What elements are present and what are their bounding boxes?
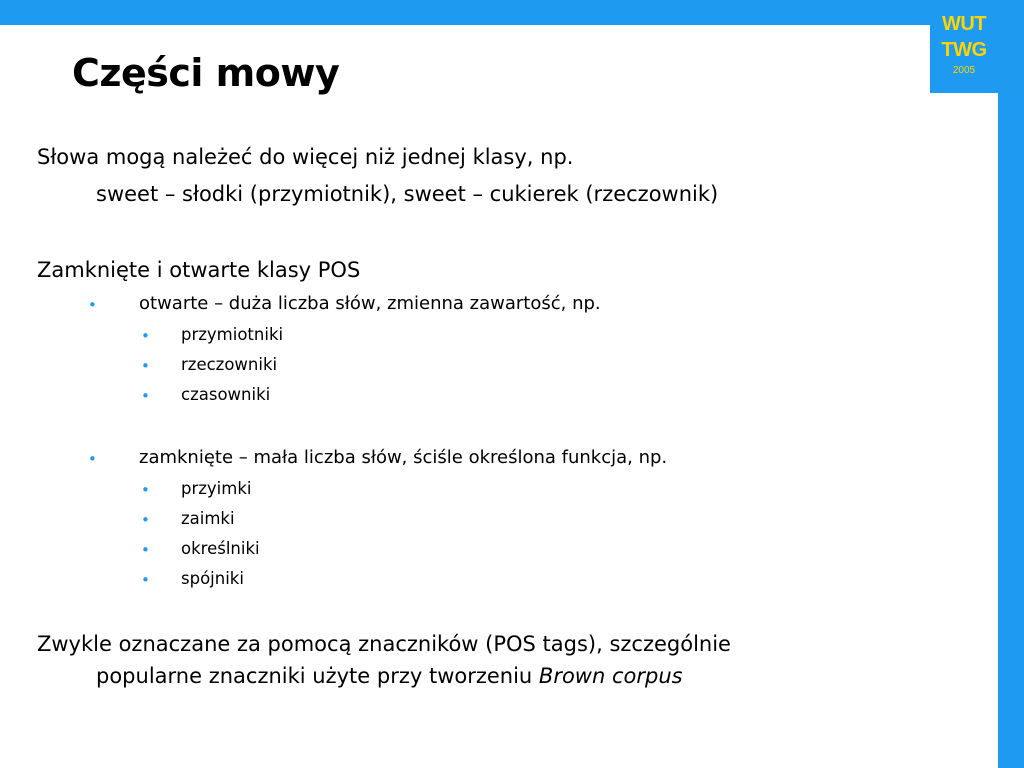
- slide-title: Części mowy: [72, 51, 340, 95]
- list-item-open-2: czasowniki: [181, 385, 271, 404]
- intro-example: sweet – słodki (przymiotnik), sweet – cukierek (rzeczownik): [96, 182, 719, 206]
- tags-note-line1: Zwykle oznaczane za pomocą znaczników (POS tags), szczególnie: [37, 632, 731, 656]
- list-item-open-1: rzeczowniki: [181, 355, 278, 374]
- bullet-dot: •: [88, 450, 97, 468]
- bullet-dot: •: [141, 571, 150, 589]
- brown-corpus-emphasis: Brown corpus: [538, 664, 683, 688]
- logo-year: 2005: [952, 65, 976, 76]
- bullet-dot: •: [141, 541, 150, 559]
- bullet-dot: •: [88, 296, 97, 314]
- logo-line-wut: WUT: [941, 13, 987, 35]
- list-item-open-0: przymiotniki: [181, 325, 284, 344]
- bullet-dot: •: [141, 387, 150, 405]
- bullet-dot: •: [141, 481, 150, 499]
- list-item-closed-0: przyimki: [181, 479, 252, 498]
- closed-class-text: zamknięte – mała liczba słów, ściśle określona funkcja, np.: [139, 447, 668, 468]
- classes-heading: Zamknięte i otwarte klasy POS: [37, 258, 361, 282]
- list-item-closed-1: zaimki: [181, 509, 235, 528]
- bullet-dot: •: [141, 357, 150, 375]
- open-class-text: otwarte – duża liczba słów, zmienna zawartość, np.: [139, 293, 601, 314]
- logo-line-twg: TWG: [941, 39, 987, 61]
- bullet-dot: •: [141, 327, 150, 345]
- tags-note-line2-text: popularne znaczniki użyte przy tworzeniu: [96, 664, 539, 688]
- list-item-closed-3: spójniki: [181, 569, 244, 588]
- right-accent-bar: [998, 0, 1024, 768]
- intro-text: Słowa mogą należeć do więcej niż jednej klasy, np.: [37, 145, 574, 169]
- wut-twg-logo: [930, 0, 998, 93]
- top-accent-bar: [0, 0, 1024, 25]
- list-item-closed-2: określniki: [181, 539, 260, 558]
- tags-note-line2: [96, 662, 683, 690]
- bullet-dot: •: [141, 511, 150, 529]
